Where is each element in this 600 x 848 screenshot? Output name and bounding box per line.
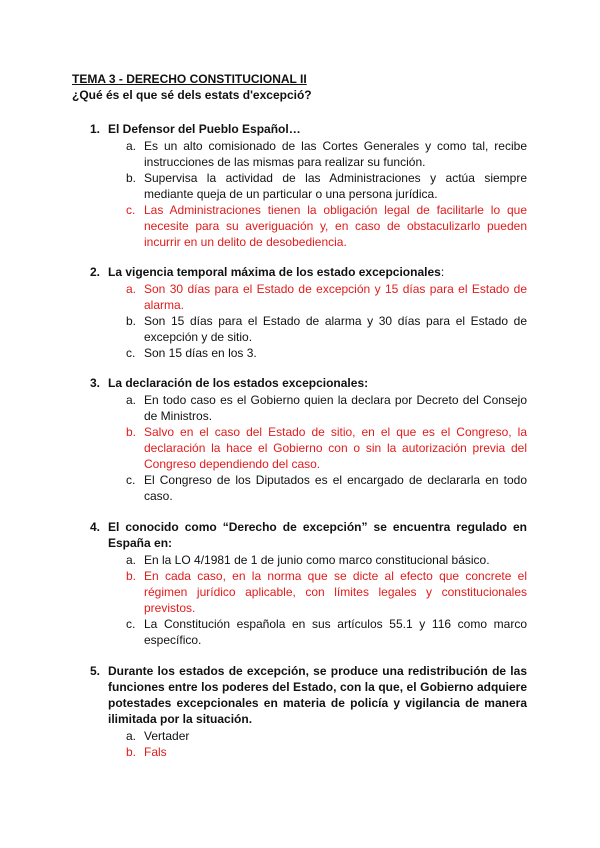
option-c [126,616,527,648]
option-c-correct [126,202,527,250]
question-text: La vigencia temporal máxima de los estado excepcionales [108,265,441,279]
option-b-correct [126,744,527,760]
question-3 [90,375,527,504]
question-text: El Defensor del Pueblo Español… [108,122,301,136]
question-text: El conocido como “Derecho de excepción” se encuentra regulado en España en: [108,520,527,550]
option-b [126,313,527,345]
option-text: Supervisa la actividad de las Administraciones y actúa siempre mediante queja de un particular o una persona jurídica. [144,171,527,201]
option-a [126,138,527,170]
option-letter: b. [126,569,137,583]
question-number: 3. [90,376,101,390]
question-5 [90,663,527,760]
option-c [126,472,527,504]
question-number: 5. [90,664,101,678]
question-suffix: : [440,265,445,279]
option-text: Salvo en el caso del Estado de sitio, en el que es el Congreso, la declaración la hace el Gobierno con o sin la autorización previa del Congreso dependiendo del caso. [144,425,527,471]
option-letter: b. [126,171,137,185]
option-b-correct [126,424,527,472]
option-text: Son 15 días para el Estado de alarma y 30 días para el Estado de excepción y de sitio. [144,314,527,344]
option-letter: a. [126,553,137,567]
option-letter: c. [126,473,136,487]
option-text: Vertader [144,729,190,743]
option-a-correct [126,281,527,313]
option-text: Son 15 días en los 3. [144,346,257,360]
option-text: Fals [144,745,167,759]
option-letter: b. [126,745,137,759]
question-number: 4. [90,520,101,534]
page-title: TEMA 3 - DERECHO CONSTITUCIONAL II [72,72,307,86]
option-text: En la LO 4/1981 de 1 de junio como marco constitucional básico. [144,553,490,567]
option-text: Son 30 días para el Estado de excepción y 15 días para el Estado de alarma. [144,282,527,312]
question-number: 2. [90,265,101,279]
option-text: Es un alto comisionado de las Cortes Generales y como tal, recibe instrucciones de las mismas para realizar su función. [144,139,527,169]
option-letter: a. [126,139,137,153]
question-text: Durante los estados de excepción, se produce una redistribución de las funciones entre los poderes del Estado, con la que, el Gobierno adquiere potestades excepcionales en materia de policía y vigilancia de manera ilimitada por la situación. [108,664,527,726]
question-text: La declaración de los estados excepcionales: [108,376,369,390]
option-b-correct [126,568,527,616]
option-letter: b. [126,314,137,328]
option-text: Las Administraciones tienen la obligación legal de facilitarle lo que necesite para su averiguación y, en caso de obstaculizarlo pueden incurrir en un delito de desobediencia. [144,203,527,249]
option-b [126,170,527,202]
option-letter: a. [126,729,137,743]
option-a [126,552,527,568]
option-c [126,345,527,361]
option-text: El Congreso de los Diputados es el encargado de declararla en todo caso. [144,473,527,503]
question-2 [90,264,527,361]
option-letter: a. [126,282,137,296]
question-1 [90,121,527,250]
page-subtitle: ¿Qué és el que sé dels estats d'excepció? [72,88,312,102]
question-4 [90,519,527,648]
option-letter: b. [126,425,137,439]
option-letter: a. [126,393,137,407]
option-text: En todo caso es el Gobierno quien la declara por Decreto del Consejo de Ministros. [144,393,527,423]
option-letter: c. [126,346,136,360]
option-a [126,392,527,424]
option-text: En cada caso, en la norma que se dicte al efecto que concrete el régimen jurídico aplicable, con límites legales y constitucionales previstos. [144,569,527,615]
question-number: 1. [90,122,101,136]
option-a [126,728,527,744]
option-text: La Constitución española en sus artículos 55.1 y 116 como marco específico. [144,617,527,647]
option-letter: c. [126,617,136,631]
option-letter: c. [126,203,136,217]
